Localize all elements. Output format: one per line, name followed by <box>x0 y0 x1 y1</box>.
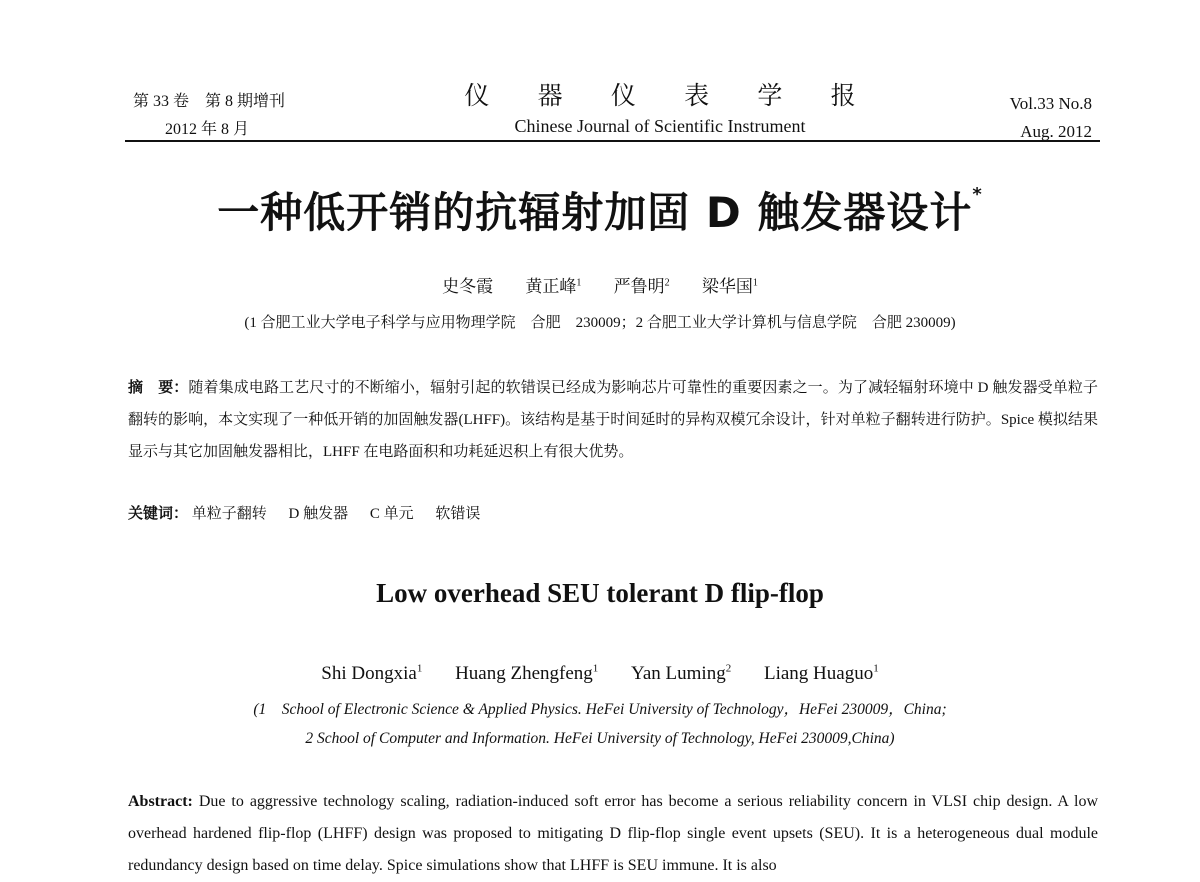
author-name: 严鲁明 <box>613 277 665 296</box>
keyword: D 触发器 <box>288 506 349 522</box>
journal-name-en: Chinese Journal of Scientific Instrument <box>514 116 806 136</box>
author-name: Shi Dongxia <box>321 663 417 685</box>
abstract-cn <box>128 372 1098 468</box>
title-cn-text: 一种低开销的抗辐射加固 D 触发器设计 <box>217 188 973 237</box>
author-affiliation-mark: 1 <box>873 663 879 675</box>
abstract-cn-label: 摘 要： <box>128 380 189 396</box>
author-affiliation-mark: 1 <box>592 663 599 675</box>
date-en: Aug. 2012 <box>1020 122 1092 141</box>
keyword: 单粒子翻转 <box>191 506 267 522</box>
journal-header <box>430 82 890 138</box>
affiliation-cn: (1 合肥工业大学电子科学与应用物理学院 合肥 230009；2 合肥工业大学计算机与信息学院 合肥 230009) <box>244 315 956 331</box>
abstract-cn-text: 随着集成电路工艺尺寸的不断缩小，辐射引起的软错误已经成为影响芯片可靠性的重要因素之一。为了减轻辐射环境中 D 触发器受单粒子翻转的影响，本文实现了一种低开销的加固触发器(LHFF)。该结构是基于时间延时的异构双模冗余设计，针对单粒子翻转进行防护。Spice 模拟结果显示与其它加固触发器相比，LHFF 在电路面积和功耗延迟积上有很大优势。 <box>128 380 1098 460</box>
author-affiliation-mark: 1 <box>576 277 582 289</box>
author-cn <box>702 277 758 296</box>
abstract-en-label: Abstract: <box>128 793 193 810</box>
author-cn <box>614 277 670 296</box>
author-name: Huang Zhengfeng <box>455 663 593 685</box>
journal-name-cn: 仪 器 仪 表 学 报 <box>464 83 877 110</box>
volume-issue-cn: 第 33 卷 第 8 期增刊 <box>133 93 286 110</box>
author-en <box>764 663 879 684</box>
volume-issue-en: Vol.33 No.8 <box>1009 94 1092 113</box>
author-cn <box>525 277 581 296</box>
paper-title-cn <box>0 180 1200 240</box>
author-name: 黄正峰 <box>525 277 577 296</box>
author-en <box>321 663 422 684</box>
author-en <box>455 663 598 684</box>
header-volume-info-en <box>1010 90 1092 146</box>
author-en <box>631 663 731 684</box>
abstract-en <box>128 786 1098 882</box>
author-list-en <box>0 663 1200 685</box>
paper-title-en: Low overhead SEU tolerant D flip-flop <box>376 578 824 608</box>
header-volume-info <box>133 88 285 144</box>
author-name: Liang Huaguo <box>763 663 874 685</box>
author-affiliation-mark: 1 <box>416 663 423 675</box>
affiliation-en-line-2: 2 School of Computer and Information. HeFei University of Technology, HeFei 230009,China) <box>305 730 895 747</box>
author-affiliation-mark: 2 <box>664 277 670 289</box>
author-list-cn <box>0 272 1200 297</box>
author-name: 梁华国 <box>701 277 753 296</box>
author-cn <box>442 277 493 296</box>
keywords-cn-label: 关键词： <box>128 506 189 522</box>
abstract-en-text: Due to aggressive technology scaling, radiation-induced soft error has become a serious reliability concern in VLSI chip design. A low overhead hardened flip-flop (LHFF) design was proposed to mitigating D flip-flop single event upsets (SEU). It is a heterogeneous dual module redundancy design based on time delay. Spice simulations show that LHFF is SEU immune. It is also <box>128 793 1099 874</box>
keyword: C 单元 <box>369 506 414 522</box>
header-rule <box>125 140 1100 142</box>
author-name: 史冬霞 <box>442 277 494 296</box>
title-footnote-mark: * <box>972 184 983 205</box>
author-name: Yan Luming <box>631 663 726 685</box>
date-cn: 2012 年 8 月 <box>165 121 250 138</box>
keywords-cn <box>128 502 498 523</box>
keyword: 软错误 <box>435 506 481 522</box>
affiliation-en-line-1: (1 School of Electronic Science & Applied Physics. HeFei University of Technology，HeFei 230009，China; <box>253 701 947 718</box>
author-affiliation-mark: 1 <box>752 277 758 289</box>
author-affiliation-mark: 2 <box>725 663 732 675</box>
